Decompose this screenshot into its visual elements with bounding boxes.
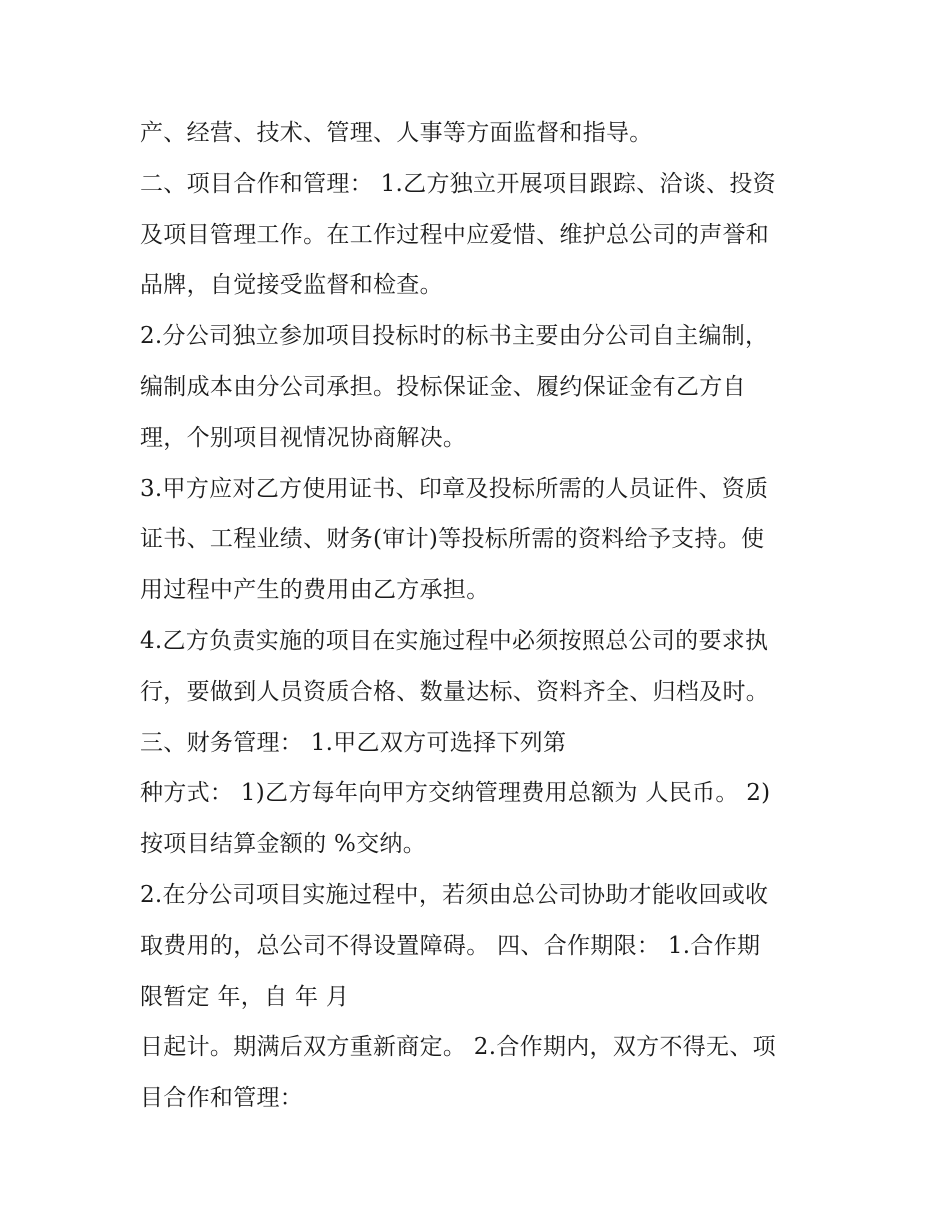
text-line: 及项目管理工作。在工作过程中应爱惜、维护总公司的声誉和 xyxy=(140,221,770,248)
text-line: 4.乙方负责实施的项目在实施过程中必须按照总公司的要求执 xyxy=(140,627,769,654)
text-line: 种方式： 1)乙方每年向甲方交纳管理费用总额为 人民币。 2) xyxy=(140,780,771,807)
text-line: 理，个别项目视情况协商解决。 xyxy=(140,424,467,451)
text-line: 2.在分公司项目实施过程中，若须由总公司协助才能收回或收 xyxy=(140,881,769,908)
text-line: 按项目结算金额的 %交纳。 xyxy=(140,831,427,858)
text-line: 品牌，自觉接受监督和检查。 xyxy=(140,272,443,299)
text-line: 证书、工程业绩、财务(审计)等投标所需的资料给予支持。使 xyxy=(140,526,765,553)
text-line: 二、项目合作和管理： 1.乙方独立开展项目跟踪、洽谈、投资 xyxy=(140,170,776,197)
text-line: 取费用的，总公司不得设置障碍。 四、合作期限： 1.合作期 xyxy=(140,932,761,959)
text-line: 限暂定 年，自 年 月 xyxy=(140,983,350,1010)
text-line: 三、财务管理： 1.甲乙双方可选择下列第 xyxy=(140,729,567,756)
text-line: 产、经营、技术、管理、人事等方面监督和指导。 xyxy=(140,120,653,146)
text-line: 行，要做到人员资质合格、数量达标、资料齐全、归档及时。 xyxy=(140,678,770,705)
text-line: 2.分公司独立参加项目投标时的标书主要由分公司自主编制， xyxy=(140,323,769,350)
document-body xyxy=(140,108,830,1124)
text-line: 3.甲方应对乙方使用证书、印章及投标所需的人员证件、资质 xyxy=(140,475,769,502)
text-line: 编制成本由分公司承担。投标保证金、履约保证金有乙方自 xyxy=(140,373,746,400)
text-line: 日起计。期满后双方重新商定。 2.合作期内，双方不得无、项 xyxy=(140,1034,776,1061)
text-line: 目合作和管理： xyxy=(140,1085,304,1112)
text-line: 用过程中产生的费用由乙方承担。 xyxy=(140,577,490,604)
